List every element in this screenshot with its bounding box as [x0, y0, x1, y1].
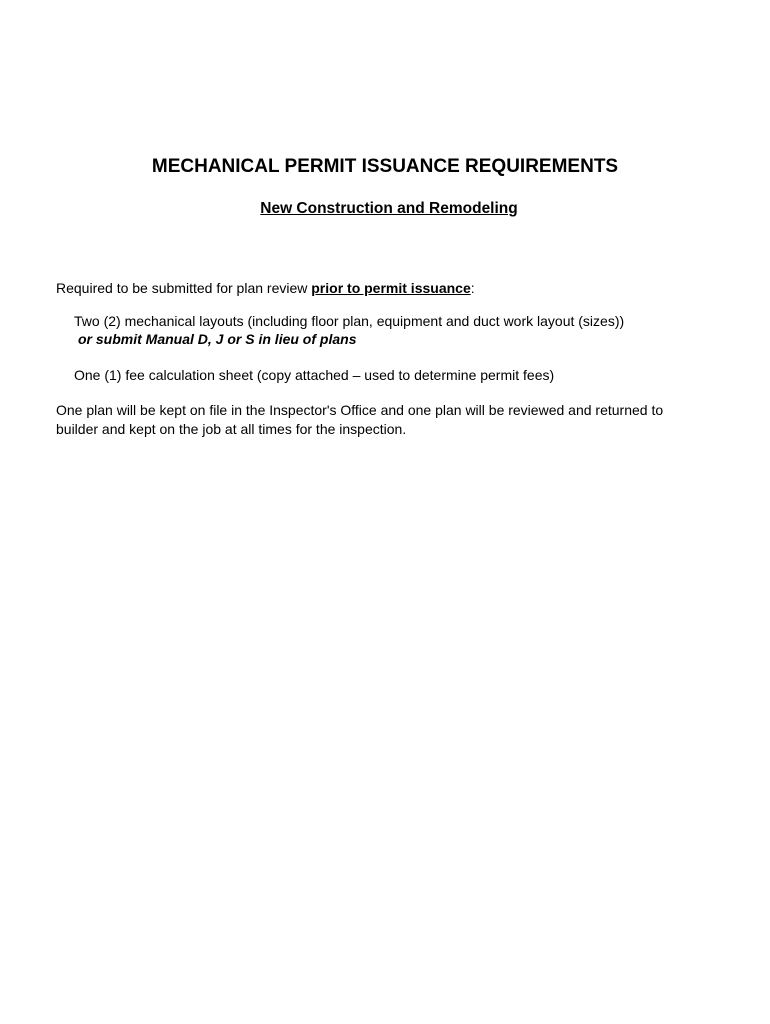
intro-paragraph — [56, 279, 475, 297]
page-subtitle: New Construction and Remodeling — [260, 200, 518, 217]
intro-punctuation: : — [470, 280, 475, 296]
note-line-1: One plan will be kept on file in the Inspector's Office and one plan will be reviewed and returned to — [56, 402, 664, 418]
intro-text: Required to be submitted for plan review — [56, 280, 312, 296]
note-line-2: builder and kept on the job at all times for the inspection. — [56, 421, 407, 437]
page-title: MECHANICAL PERMIT ISSUANCE REQUIREMENTS — [151, 156, 619, 177]
intro-emphasis: prior to permit issuance — [311, 280, 471, 296]
requirement-item-layouts-alternative: or submit Manual D, J or S in lieu of plans — [78, 331, 357, 347]
plan-retention-note — [56, 401, 746, 439]
requirement-item-layouts: Two (2) mechanical layouts (including floor plan, equipment and duct work layout (sizes)) — [74, 313, 625, 329]
requirement-item-fee-sheet: One (1) fee calculation sheet (copy attached – used to determine permit fees) — [74, 367, 555, 383]
